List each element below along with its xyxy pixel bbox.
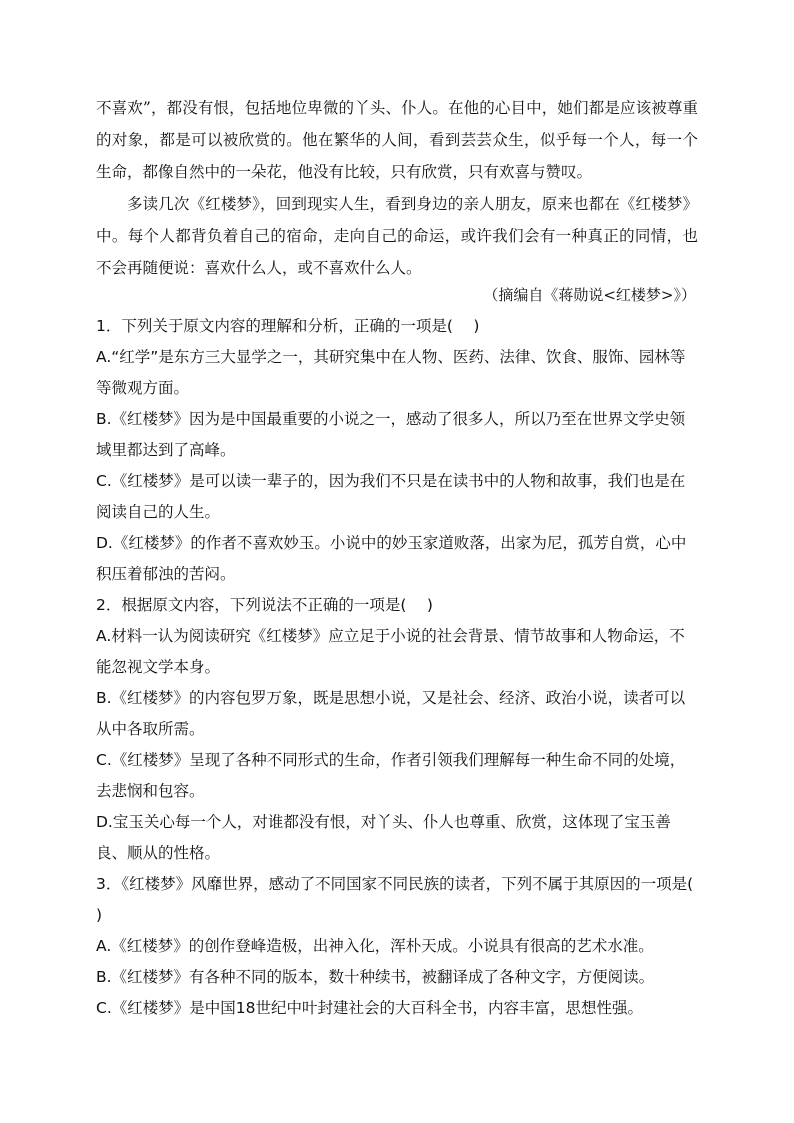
answer-option: B.《红楼梦》因为是中国最重要的小说之一，感动了很多人，所以乃至在世界文学史领域里都达到了高峰。 (96, 410, 686, 459)
question-stem: 1．下列关于原文内容的理解和分析，正确的一项是( ) (96, 317, 480, 335)
question-list (96, 311, 714, 1024)
answer-option: C.《红楼梦》是可以读一辈子的，因为我们不只是在读书中的人物和故事，我们也是在阅读自己的人生。 (96, 472, 686, 521)
passage-text (96, 92, 698, 284)
answer-option: B.《红楼梦》有各种不同的版本，数十种续书，被翻译成了各种文字，方便阅读。 (96, 968, 655, 986)
answer-option: A.材料一认为阅读研究《红楼梦》应立足于小说的社会背景、情节故事和人物命运，不能忽视文学本身。 (96, 627, 685, 676)
answer-option: A.“红学”是东方三大显学之一，其研究集中在人物、医药、法律、饮食、服饰、园林等等微观方面。 (96, 348, 686, 397)
question-item (96, 590, 700, 869)
answer-option: B.《红楼梦》的内容包罗万象，既是思想小说，又是社会、经济、政治小说，读者可以从中各取所需。 (96, 689, 686, 738)
answer-option: C.《红楼梦》呈现了各种不同形式的生命，作者引领我们理解每一种生命不同的处境，去悲悯和包容。 (96, 751, 686, 800)
question-stem: 3．《红楼梦》风靡世界，感动了不同国家不同民族的读者，下列不属于其原因的一项是( ) (96, 875, 714, 924)
answer-option: D.《红楼梦》的作者不喜欢妙玉。小说中的妙玉家道败落，出家为尼，孤芳自赏，心中积压着郁浊的苦闷。 (96, 534, 687, 583)
passage-paragraph: 多读几次《红楼梦》，回到现实人生，看到身边的亲人朋友，原来也都在《红楼梦》中。每个人都背负着自己的宿命，走向自己的命运，或许我们会有一种真正的同情，也不会再随便说：喜欢什么人，或不喜欢什么人。 (96, 195, 698, 277)
answer-option: D.宝玉关心每一个人，对谁都没有恨，对丫头、仆人也尊重、欣赏，这体现了宝玉善良、顺从的性格。 (96, 813, 671, 862)
source-citation: （摘编自《蒋勋说<红楼梦>》） (483, 286, 696, 304)
question-item (96, 311, 700, 590)
passage-paragraph: 不喜欢”，都没有恨，包括地位卑微的丫头、仆人。在他的心目中，她们都是应该被尊重的对象，都是可以被欣赏的。他在繁华的人间，看到芸芸众生，似乎每一个人，每一个生命，都像自然中的一朵花，他没有比较，只有欣赏，只有欢喜与赞叹。 (96, 99, 698, 181)
question-item (96, 869, 714, 1024)
answer-option: C.《红楼梦》是中国18世纪中叶封建社会的大百科全书，内容丰富，思想性强。 (96, 999, 643, 1017)
question-stem: 2．根据原文内容，下列说法不正确的一项是( ) (96, 596, 433, 614)
answer-option: A.《红楼梦》的创作登峰造极，出神入化，浑朴天成。小说具有很高的艺术水准。 (96, 937, 654, 955)
